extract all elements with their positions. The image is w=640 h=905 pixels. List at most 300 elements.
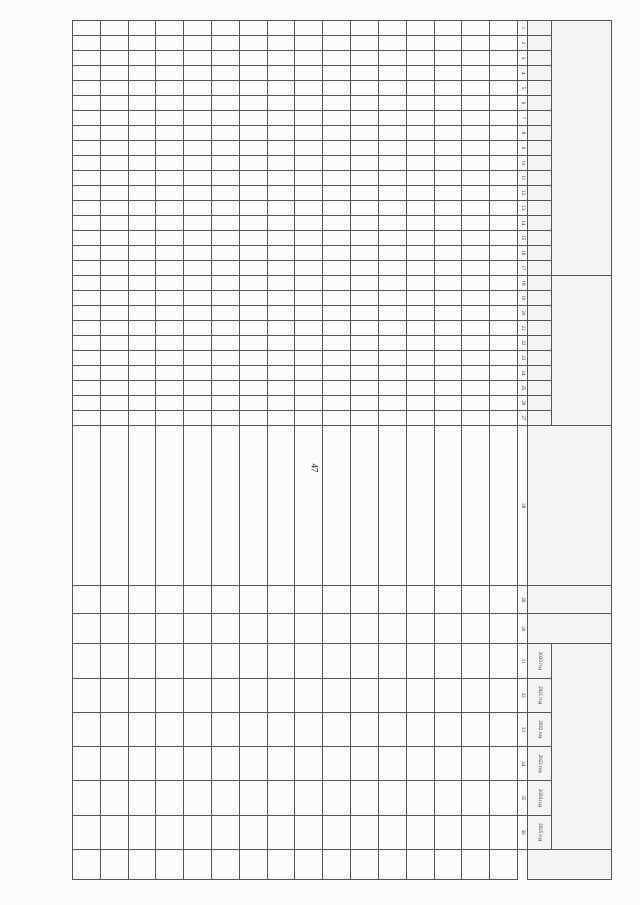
rotated-table-container [72, 20, 612, 880]
code-cell [73, 410, 101, 425]
year-value-cell [128, 747, 156, 781]
year-value-cell [434, 644, 462, 678]
unit-cell [406, 586, 434, 614]
code-cell [212, 35, 240, 50]
code-cell [351, 65, 379, 80]
code-cell [184, 365, 212, 380]
code-cell [295, 185, 323, 200]
code-cell [378, 290, 406, 305]
code-cell [434, 95, 462, 110]
base-value-cell [156, 614, 184, 644]
year-value-cell [406, 815, 434, 849]
code-cell [351, 290, 379, 305]
code-cell [100, 335, 128, 350]
code-cell [351, 230, 379, 245]
column-number: 3 [518, 50, 528, 65]
year-value-cell [239, 747, 267, 781]
code-cell [73, 290, 101, 305]
header-year: 2022 год [528, 712, 552, 746]
code-cell [212, 110, 240, 125]
code-cell [462, 35, 490, 50]
column-number: 15 [518, 230, 528, 245]
code-cell [406, 155, 434, 170]
code-cell [434, 290, 462, 305]
code-cell [434, 395, 462, 410]
year-value-cell [156, 712, 184, 746]
base-value-cell [490, 614, 518, 644]
code-cell [462, 305, 490, 320]
code-cell [462, 410, 490, 425]
code-cell [406, 290, 434, 305]
code-cell [490, 245, 518, 260]
year-value-cell [184, 712, 212, 746]
code-cell [490, 215, 518, 230]
code-cell [73, 200, 101, 215]
year-value-cell [73, 644, 101, 678]
table-row [295, 21, 323, 880]
code-cell [239, 215, 267, 230]
code-cell [100, 80, 128, 95]
unit-cell [267, 586, 295, 614]
code-cell [128, 200, 156, 215]
table-row [267, 21, 295, 880]
base-value-cell [406, 614, 434, 644]
code-cell [184, 380, 212, 395]
code-cell [378, 320, 406, 335]
year-value-cell [267, 678, 295, 712]
code-cell [295, 260, 323, 275]
header-subcell [528, 50, 552, 65]
code-cell [295, 335, 323, 350]
code-cell [378, 350, 406, 365]
code-cell [100, 215, 128, 230]
code-cell [378, 140, 406, 155]
unit-cell [156, 586, 184, 614]
code-cell [378, 215, 406, 230]
indicator-description [406, 425, 434, 586]
code-cell [184, 50, 212, 65]
column-number: 22 [518, 335, 528, 350]
code-cell [267, 215, 295, 230]
code-cell [267, 305, 295, 320]
code-cell [490, 305, 518, 320]
code-cell [239, 410, 267, 425]
base-value-cell [267, 614, 295, 644]
code-cell [184, 170, 212, 185]
column-number: 11 [518, 170, 528, 185]
code-cell [184, 305, 212, 320]
code-cell [128, 21, 156, 36]
code-cell [378, 50, 406, 65]
code-cell [434, 185, 462, 200]
code-cell [351, 260, 379, 275]
code-cell [434, 125, 462, 140]
code-cell [184, 320, 212, 335]
year-value-cell [184, 747, 212, 781]
code-cell [351, 350, 379, 365]
code-cell [156, 170, 184, 185]
header-year: 2021 год [528, 678, 552, 712]
last-value-cell [490, 849, 518, 879]
code-cell [323, 65, 351, 80]
code-cell [212, 65, 240, 80]
code-cell [239, 275, 267, 290]
code-cell [378, 395, 406, 410]
code-cell [239, 245, 267, 260]
code-cell [406, 65, 434, 80]
year-value-cell [351, 644, 379, 678]
year-value-cell [267, 712, 295, 746]
code-cell [128, 260, 156, 275]
column-number: 17 [518, 260, 528, 275]
last-value-cell [128, 849, 156, 879]
header-subcell [528, 140, 552, 155]
code-cell [212, 350, 240, 365]
code-cell [490, 35, 518, 50]
table-row [73, 21, 101, 880]
header-subcell [528, 410, 552, 425]
last-value-cell [100, 849, 128, 879]
unit-cell [100, 586, 128, 614]
year-value-cell [73, 781, 101, 815]
code-cell [267, 65, 295, 80]
year-value-cell [490, 712, 518, 746]
last-value-cell [462, 849, 490, 879]
year-value-cell [184, 815, 212, 849]
code-cell [323, 260, 351, 275]
base-value-cell [295, 614, 323, 644]
code-cell [156, 155, 184, 170]
year-value-cell [323, 644, 351, 678]
indicator-description [378, 425, 406, 586]
year-value-cell [462, 644, 490, 678]
header-last [528, 849, 612, 879]
column-number: 24 [518, 365, 528, 380]
code-cell [462, 215, 490, 230]
code-cell [267, 245, 295, 260]
year-value-cell [490, 747, 518, 781]
code-cell [351, 320, 379, 335]
year-value-cell [490, 815, 518, 849]
unit-cell [128, 586, 156, 614]
code-cell [406, 140, 434, 155]
code-cell [490, 95, 518, 110]
code-cell [490, 395, 518, 410]
code-cell [434, 110, 462, 125]
code-cell [156, 290, 184, 305]
code-cell [323, 275, 351, 290]
code-cell [128, 245, 156, 260]
code-cell [462, 200, 490, 215]
code-cell [490, 80, 518, 95]
code-cell [239, 335, 267, 350]
code-cell [406, 170, 434, 185]
code-cell [490, 230, 518, 245]
column-number: 5 [518, 80, 528, 95]
year-value-cell [351, 712, 379, 746]
year-value-cell [239, 712, 267, 746]
year-value-cell [378, 644, 406, 678]
code-cell [239, 65, 267, 80]
year-value-cell [184, 781, 212, 815]
code-cell [212, 140, 240, 155]
code-cell [295, 410, 323, 425]
code-cell [100, 140, 128, 155]
code-cell [100, 170, 128, 185]
indicator-description [295, 425, 323, 586]
code-cell [434, 320, 462, 335]
code-cell [184, 410, 212, 425]
code-cell [184, 21, 212, 36]
last-value-cell [351, 849, 379, 879]
header-subcell [528, 21, 552, 36]
table-row [239, 21, 267, 880]
base-value-cell [73, 614, 101, 644]
header-subcell [528, 185, 552, 200]
year-value-cell [378, 747, 406, 781]
year-value-cell [378, 712, 406, 746]
year-value-cell [267, 747, 295, 781]
code-cell [184, 80, 212, 95]
year-value-cell [323, 815, 351, 849]
header-subcell [528, 215, 552, 230]
code-cell [100, 185, 128, 200]
year-value-cell [490, 678, 518, 712]
code-cell [267, 80, 295, 95]
code-cell [295, 350, 323, 365]
code-cell [378, 365, 406, 380]
code-cell [100, 275, 128, 290]
code-cell [351, 215, 379, 230]
header-subcell [528, 110, 552, 125]
code-cell [434, 80, 462, 95]
unit-cell [239, 586, 267, 614]
code-cell [378, 260, 406, 275]
code-cell [406, 305, 434, 320]
base-value-cell [434, 614, 462, 644]
column-number: 23 [518, 350, 528, 365]
code-cell [212, 275, 240, 290]
code-cell [490, 50, 518, 65]
code-cell [184, 110, 212, 125]
code-cell [295, 365, 323, 380]
code-cell [212, 21, 240, 36]
code-cell [212, 95, 240, 110]
year-value-cell [184, 678, 212, 712]
year-value-cell [295, 678, 323, 712]
code-cell [267, 185, 295, 200]
code-cell [323, 245, 351, 260]
code-cell [267, 125, 295, 140]
code-cell [323, 305, 351, 320]
last-value-cell [212, 849, 240, 879]
code-cell [267, 260, 295, 275]
code-cell [351, 35, 379, 50]
code-cell [100, 260, 128, 275]
column-number: 12 [518, 185, 528, 200]
code-cell [100, 125, 128, 140]
code-cell [323, 125, 351, 140]
unit-cell [323, 586, 351, 614]
year-value-cell [351, 815, 379, 849]
code-cell [156, 380, 184, 395]
indicator-description [100, 425, 128, 586]
indicator-description [73, 425, 101, 586]
code-cell [156, 65, 184, 80]
code-cell [156, 140, 184, 155]
code-cell [128, 335, 156, 350]
column-number: 32 [518, 678, 528, 712]
year-value-cell [462, 815, 490, 849]
code-cell [351, 125, 379, 140]
code-cell [100, 245, 128, 260]
column-number: 31 [518, 644, 528, 678]
code-cell [295, 230, 323, 245]
base-value-cell [184, 614, 212, 644]
header-subcell [528, 275, 552, 290]
year-value-cell [212, 815, 240, 849]
code-cell [351, 365, 379, 380]
code-cell [490, 65, 518, 80]
code-cell [100, 290, 128, 305]
code-cell [100, 200, 128, 215]
header-subcell [528, 305, 552, 320]
code-cell [156, 215, 184, 230]
code-cell [351, 140, 379, 155]
year-value-cell [378, 781, 406, 815]
code-cell [184, 335, 212, 350]
code-cell [462, 320, 490, 335]
code-cell [295, 320, 323, 335]
code-cell [295, 21, 323, 36]
header-description [528, 425, 612, 586]
base-value-cell [239, 614, 267, 644]
code-cell [128, 410, 156, 425]
column-number: 1 [518, 21, 528, 36]
code-cell [323, 50, 351, 65]
code-cell [73, 125, 101, 140]
code-cell [100, 21, 128, 36]
year-value-cell [128, 712, 156, 746]
code-cell [128, 185, 156, 200]
code-cell [378, 245, 406, 260]
code-cell [462, 50, 490, 65]
code-cell [378, 410, 406, 425]
code-cell [295, 140, 323, 155]
code-cell [462, 380, 490, 395]
unit-cell [351, 586, 379, 614]
code-cell [128, 110, 156, 125]
table-row [128, 21, 156, 880]
header-subcell [528, 125, 552, 140]
code-cell [323, 80, 351, 95]
code-cell [267, 170, 295, 185]
table-row [100, 21, 128, 880]
code-cell [378, 200, 406, 215]
code-cell [156, 185, 184, 200]
code-cell [323, 395, 351, 410]
code-cell [378, 35, 406, 50]
indicator-description [128, 425, 156, 586]
column-number: 27 [518, 410, 528, 425]
code-cell [100, 230, 128, 245]
year-value-cell [434, 815, 462, 849]
last-value-cell [406, 849, 434, 879]
header-subcell [528, 350, 552, 365]
year-value-cell [239, 781, 267, 815]
code-cell [267, 275, 295, 290]
code-cell [351, 185, 379, 200]
code-cell [156, 410, 184, 425]
code-cell [100, 395, 128, 410]
header-subcell [528, 95, 552, 110]
code-cell [406, 350, 434, 365]
code-cell [267, 95, 295, 110]
code-cell [267, 365, 295, 380]
code-cell [128, 320, 156, 335]
code-cell [239, 140, 267, 155]
year-value-cell [184, 644, 212, 678]
code-cell [351, 110, 379, 125]
table-row [212, 21, 240, 880]
table-row [378, 21, 406, 880]
year-value-cell [73, 747, 101, 781]
year-value-cell [100, 781, 128, 815]
code-cell [73, 275, 101, 290]
code-cell [212, 125, 240, 140]
code-cell [156, 395, 184, 410]
code-cell [212, 365, 240, 380]
year-value-cell [323, 747, 351, 781]
code-cell [73, 35, 101, 50]
column-number: 21 [518, 320, 528, 335]
year-value-cell [156, 747, 184, 781]
year-value-cell [156, 781, 184, 815]
code-cell [128, 65, 156, 80]
code-cell [156, 125, 184, 140]
code-cell [156, 21, 184, 36]
code-cell [378, 65, 406, 80]
code-cell [323, 230, 351, 245]
column-number: 7 [518, 110, 528, 125]
table-row [462, 21, 490, 880]
year-value-cell [73, 712, 101, 746]
code-cell [323, 140, 351, 155]
code-cell [378, 95, 406, 110]
indicator-description [184, 425, 212, 586]
code-cell [295, 95, 323, 110]
header-subcell [528, 80, 552, 95]
year-value-cell [295, 747, 323, 781]
code-cell [212, 380, 240, 395]
year-value-cell [128, 678, 156, 712]
code-cell [184, 260, 212, 275]
year-value-cell [434, 747, 462, 781]
code-cell [212, 230, 240, 245]
indicator-description [462, 425, 490, 586]
code-cell [434, 350, 462, 365]
code-cell [406, 365, 434, 380]
year-value-cell [406, 712, 434, 746]
year-value-cell [462, 781, 490, 815]
unit-cell [462, 586, 490, 614]
code-cell [351, 380, 379, 395]
code-cell [128, 155, 156, 170]
code-cell [184, 140, 212, 155]
column-number: 18 [518, 275, 528, 290]
header-group-b [552, 275, 612, 425]
indicator-description [156, 425, 184, 586]
